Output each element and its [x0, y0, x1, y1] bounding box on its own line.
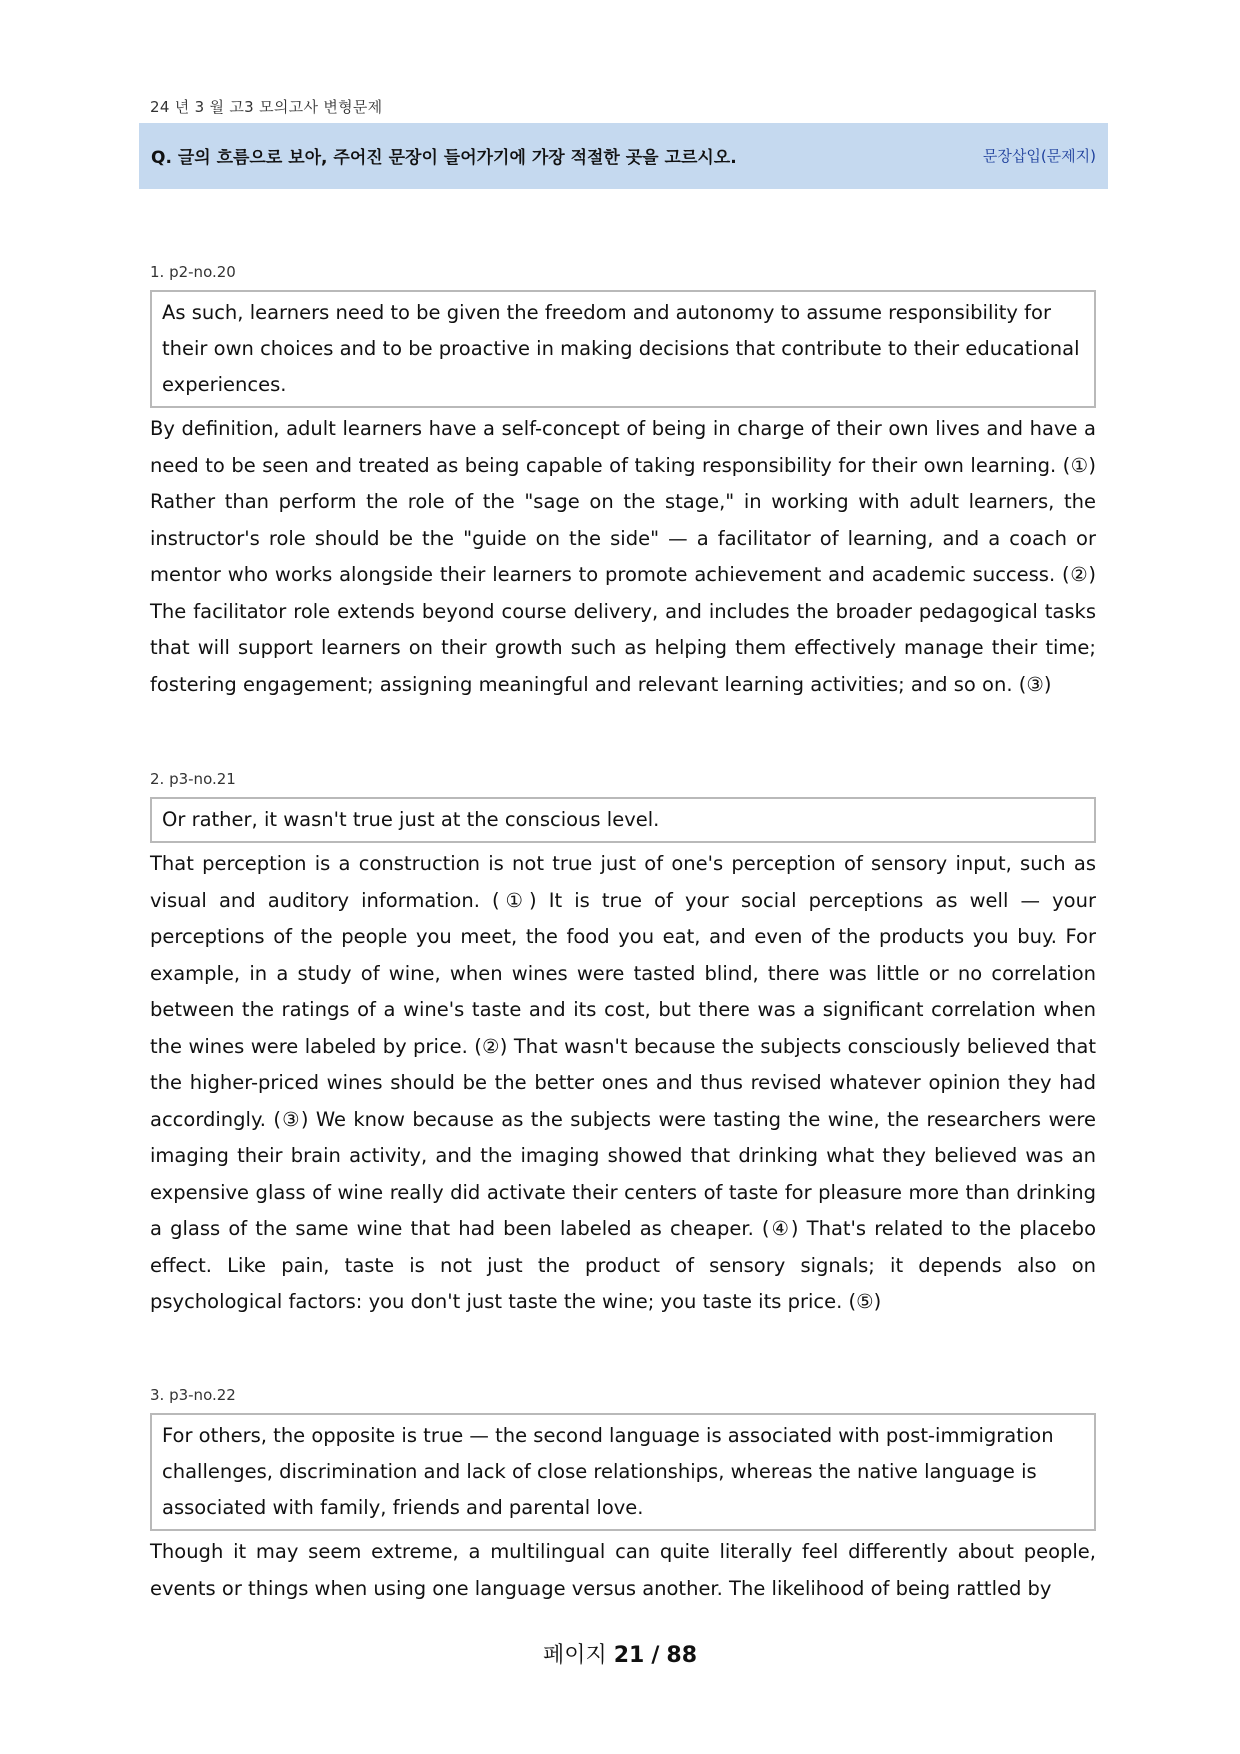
passage-text: By definition, adult learners have a self-concept of being in charge of their own lives and have a need to be seen and treated as being capable of taking responsibility for their own learning. (①) Rather than perform the role of the "sage on the stage," in working with adult learners, the instructor's role should be the "guide on the side" — a facilitator of learning, and a coach or mentor who works alongside their learners to promote achievement and academic success. (②) The facilitator role extends beyond course delivery, and includes the broader pedagogical tasks that will support learners on their growth such as helping them effectively manage their time; fostering engagement; assigning meaningful and relevant learning activities; and so on. (③) [150, 417, 1096, 696]
passage-text: That perception is a construction is not true just of one's perception of sensory input, such as visual and auditory information. (①) It is true of your social perceptions as well — your perceptions of the people you meet, the food you eat, and even of the products you buy. For example, in a study of wine, when wines were tasted blind, there was little or no correlation between the ratings of a wine's taste and its cost, but there was a significant correlation when the wines were labeled by price. (②) That wasn't because the subjects consciously believed that the higher-priced wines should be the better ones and thus revised whatever opinion they had accordingly. (③) We know because as the subjects were tasting the wine, the researchers were imaging their brain activity, and the imaging showed that drinking what they believed was an expensive glass of wine really did activate their centers of taste for pleasure more than drinking a glass of the same wine that had been labeled as cheaper. (④) That's related to the placebo effect. Like pain, taste is not just the product of sensory signals; it depends also on psychological factors: you don't just taste the wine; you taste its price. (⑤) [150, 852, 1096, 1313]
question-item-1 [150, 262, 1096, 703]
total-pages: 88 [666, 1643, 698, 1668]
item-label: 1. p2-no.20 [150, 263, 236, 281]
question-item-2 [150, 769, 1096, 1321]
item-label: 2. p3-no.21 [150, 770, 236, 788]
given-sentence-box: As such, learners need to be given the freedom and autonomy to assume responsibility for their own choices and to be proactive in making decisions that contribute to their educational experiences. [150, 290, 1096, 408]
page-number [0, 1638, 1240, 1669]
page-separator: / [651, 1643, 660, 1668]
item-label: 3. p3-no.22 [150, 1386, 236, 1404]
given-sentence-box: For others, the opposite is true — the second language is associated with post-immigration challenges, discrimination and lack of close relationships, whereas the native language is associated with family, friends and parental love. [150, 1413, 1096, 1531]
question-banner [139, 123, 1108, 189]
document-header: 24 년 3 월 고3 모의고사 변형문제 [150, 98, 383, 116]
current-page: 21 [613, 1643, 645, 1668]
given-sentence-box: Or rather, it wasn't true just at the conscious level. [150, 797, 1096, 843]
question-type-tag: 문장삽입(문제지) [982, 147, 1096, 165]
question-instruction: Q. 글의 흐름으로 보아, 주어진 문장이 들어가기에 가장 적절한 곳을 고르시오. [151, 148, 737, 168]
passage-text: Though it may seem extreme, a multilingual can quite literally feel differently about people, events or things when using one language versus another. The likelihood of being rattled by [150, 1540, 1096, 1600]
question-item-3 [150, 1385, 1096, 1607]
page-prefix: 페이지 [542, 1643, 607, 1668]
